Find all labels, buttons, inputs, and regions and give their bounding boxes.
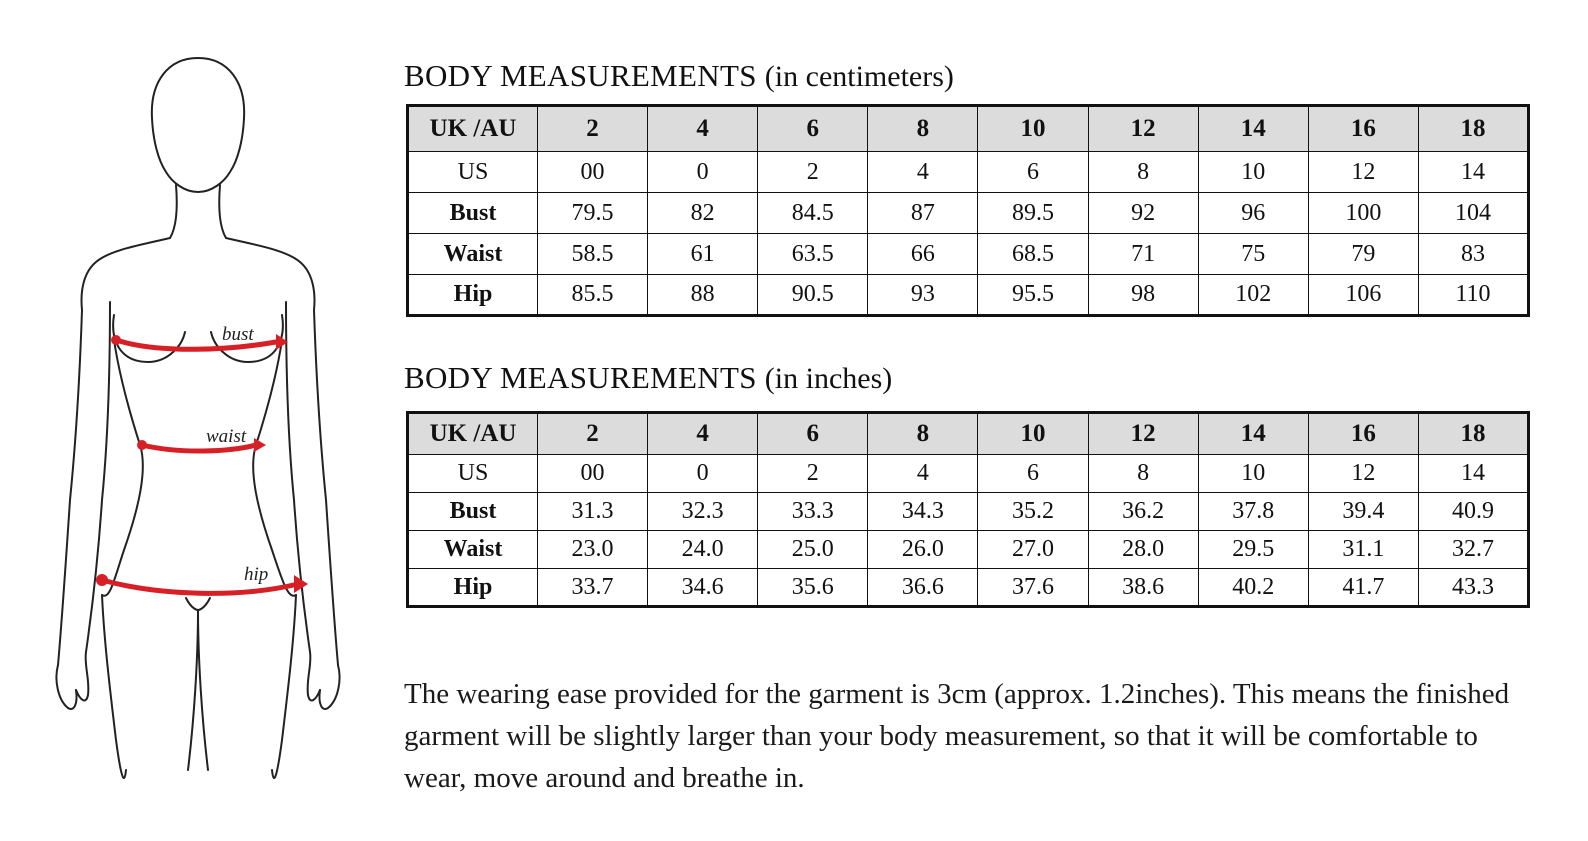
table-cell: 32.7 [1418, 531, 1528, 569]
bust-label: bust [222, 324, 254, 345]
wearing-ease-note: The wearing ease provided for the garment is 3cm (approx. 1.2inches). This means the finished garment will be slightly larger than your body measurement, so that it will be comfortable to wear, move around and breathe in. [404, 678, 1510, 794]
row-label-us: US [408, 152, 538, 193]
header-label: UK /AU [408, 413, 538, 455]
inches-title-unit: (in inches) [764, 362, 893, 395]
table-cell: 71 [1088, 234, 1198, 275]
bust-start-dot [111, 335, 121, 345]
table-cell: 36.2 [1088, 493, 1198, 531]
table-cell: 37.6 [978, 569, 1088, 607]
table-cell: 23.0 [538, 531, 648, 569]
inches-section-title [404, 360, 892, 396]
table-cell: 66 [868, 234, 978, 275]
inches-measurement-table [406, 411, 1530, 608]
table-cell: 33.7 [538, 569, 648, 607]
table-cell: 2 [758, 455, 868, 493]
table-cell: 102 [1198, 275, 1308, 316]
table-row [408, 531, 1529, 569]
table-cell: 89.5 [978, 193, 1088, 234]
table-cell: 00 [538, 152, 648, 193]
hip-start-dot [96, 574, 108, 586]
body-figure-illustration [40, 40, 370, 800]
table-cell: 95.5 [978, 275, 1088, 316]
table-row [408, 234, 1529, 275]
table-cell: 38.6 [1088, 569, 1198, 607]
waist-start-dot [137, 440, 147, 450]
table-cell: 27.0 [978, 531, 1088, 569]
table-cell: 88 [648, 275, 758, 316]
table-cell: 12 [1308, 455, 1418, 493]
table-row [408, 493, 1529, 531]
table-cell: 10 [1198, 152, 1308, 193]
table-cell: 28.0 [1088, 531, 1198, 569]
cm-title-unit: (in centimeters) [764, 60, 954, 93]
row-label-bust: Bust [408, 193, 538, 234]
size-header: 16 [1308, 106, 1418, 152]
table-cell: 92 [1088, 193, 1198, 234]
cm-measurement-table [406, 104, 1530, 317]
table-cell: 43.3 [1418, 569, 1528, 607]
table-row [408, 152, 1529, 193]
table-cell: 39.4 [1308, 493, 1418, 531]
size-header: 18 [1418, 413, 1528, 455]
body-outline [40, 40, 370, 800]
table-cell: 29.5 [1198, 531, 1308, 569]
size-header: 18 [1418, 106, 1528, 152]
size-header: 8 [868, 413, 978, 455]
row-label-hip: Hip [408, 275, 538, 316]
table-cell: 8 [1088, 455, 1198, 493]
table-header-row [408, 413, 1529, 455]
table-cell: 32.3 [648, 493, 758, 531]
size-header: 14 [1198, 106, 1308, 152]
table-cell: 68.5 [978, 234, 1088, 275]
table-cell: 82 [648, 193, 758, 234]
table-cell: 8 [1088, 152, 1198, 193]
size-header: 16 [1308, 413, 1418, 455]
size-header: 2 [538, 106, 648, 152]
table-cell: 110 [1418, 275, 1528, 316]
size-header: 4 [648, 413, 758, 455]
table-cell: 34.3 [868, 493, 978, 531]
table-header-row [408, 106, 1529, 152]
table-cell: 31.1 [1308, 531, 1418, 569]
table-cell: 4 [868, 152, 978, 193]
table-cell: 24.0 [648, 531, 758, 569]
row-label-us: US [408, 455, 538, 493]
size-header: 12 [1088, 413, 1198, 455]
row-label-waist: Waist [408, 531, 538, 569]
table-row [408, 275, 1529, 316]
table-cell: 36.6 [868, 569, 978, 607]
table-cell: 96 [1198, 193, 1308, 234]
size-header: 8 [868, 106, 978, 152]
cm-title-main: BODY MEASUREMENTS [404, 58, 757, 93]
table-cell: 40.2 [1198, 569, 1308, 607]
table-cell: 4 [868, 455, 978, 493]
table-cell: 83 [1418, 234, 1528, 275]
waist-arrow-head [254, 438, 266, 452]
hip-label: hip [244, 564, 269, 585]
size-header: 10 [978, 106, 1088, 152]
table-cell: 35.2 [978, 493, 1088, 531]
table-cell: 0 [648, 455, 758, 493]
table-cell: 31.3 [538, 493, 648, 531]
size-header: 6 [758, 106, 868, 152]
table-cell: 2 [758, 152, 868, 193]
table-cell: 75 [1198, 234, 1308, 275]
table-cell: 84.5 [758, 193, 868, 234]
table-row [408, 569, 1529, 607]
table-cell: 63.5 [758, 234, 868, 275]
waist-label: waist [206, 426, 247, 447]
table-cell: 6 [978, 152, 1088, 193]
table-cell: 37.8 [1198, 493, 1308, 531]
table-cell: 26.0 [868, 531, 978, 569]
table-cell: 14 [1418, 152, 1528, 193]
table-cell: 40.9 [1418, 493, 1528, 531]
table-cell: 12 [1308, 152, 1418, 193]
table-cell: 90.5 [758, 275, 868, 316]
row-label-bust: Bust [408, 493, 538, 531]
table-cell: 87 [868, 193, 978, 234]
table-cell: 14 [1418, 455, 1528, 493]
table-cell: 79.5 [538, 193, 648, 234]
table-cell: 58.5 [538, 234, 648, 275]
hip-measure-line [102, 580, 298, 593]
table-cell: 79 [1308, 234, 1418, 275]
table-cell: 41.7 [1308, 569, 1418, 607]
table-cell: 98 [1088, 275, 1198, 316]
header-label: UK /AU [408, 106, 538, 152]
cm-section-title [404, 58, 954, 94]
inches-title-main: BODY MEASUREMENTS [404, 360, 757, 395]
table-cell: 25.0 [758, 531, 868, 569]
table-cell: 61 [648, 234, 758, 275]
size-header: 6 [758, 413, 868, 455]
table-cell: 85.5 [538, 275, 648, 316]
size-header: 14 [1198, 413, 1308, 455]
table-cell: 10 [1198, 455, 1308, 493]
table-cell: 6 [978, 455, 1088, 493]
table-cell: 104 [1418, 193, 1528, 234]
table-cell: 34.6 [648, 569, 758, 607]
size-header: 2 [538, 413, 648, 455]
table-row [408, 193, 1529, 234]
table-row [408, 455, 1529, 493]
table-cell: 35.6 [758, 569, 868, 607]
size-header: 4 [648, 106, 758, 152]
size-header: 12 [1088, 106, 1198, 152]
table-cell: 00 [538, 455, 648, 493]
table-cell: 33.3 [758, 493, 868, 531]
size-header: 10 [978, 413, 1088, 455]
table-cell: 100 [1308, 193, 1418, 234]
row-label-hip: Hip [408, 569, 538, 607]
table-cell: 93 [868, 275, 978, 316]
table-cell: 106 [1308, 275, 1418, 316]
table-cell: 0 [648, 152, 758, 193]
row-label-waist: Waist [408, 234, 538, 275]
